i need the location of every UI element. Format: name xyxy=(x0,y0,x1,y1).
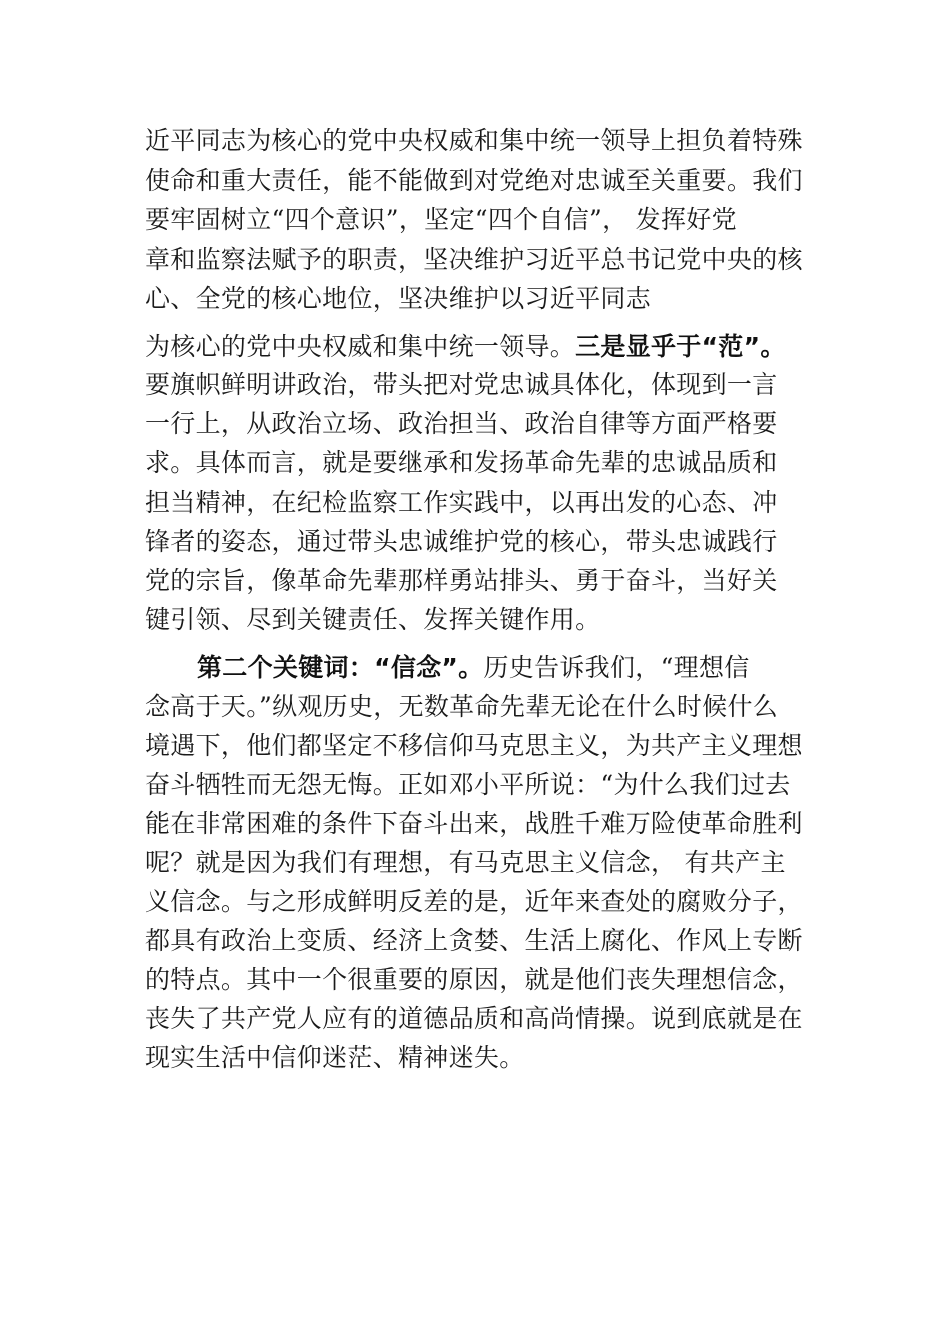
text-line: 锋者的姿态，通过带头忠诚维护党的核心，带头忠诚践行 xyxy=(145,527,778,556)
text-line: 义信念。与之形成鲜明反差的是，近年来查处的腐败分子， xyxy=(145,887,803,916)
inline-heading: 三是显乎于“范”。 xyxy=(575,332,786,361)
text-line: 奋斗牺牲而无怨无悔。正如邓小平所说：“为什么我们过去 xyxy=(145,770,791,799)
text-line: 心、全党的核心地位，坚决维护以习近平同志 xyxy=(145,284,652,313)
text-line-with-heading xyxy=(145,329,786,365)
text-line: 呢？就是因为我们有理想，有马克思主义信念， 有共产主 xyxy=(145,848,786,877)
text-line: 章和监察法赋予的职责，坚决维护习近平总书记党中央的核 xyxy=(145,245,803,274)
text-line: 键引领、尽到关键责任、发挥关键作用。 xyxy=(145,605,601,634)
text-segment: 历史告诉我们，“理想信 xyxy=(483,653,750,682)
text-line: 念高于天。”纵观历史，无数革命先辈无论在什么时候什么 xyxy=(145,692,779,721)
text-line: 能在非常困难的条件下奋斗出来，战胜千难万险使革命胜利 xyxy=(145,809,803,838)
text-line: 担当精神，在纪检监察工作实践中，以再出发的心态、冲 xyxy=(145,488,778,517)
text-line: 境遇下，他们都坚定不移信仰马克思主义，为共产主义理想 xyxy=(145,731,803,760)
text-line: 现实生活中信仰迷茫、精神迷失。 xyxy=(145,1043,525,1072)
text-line: 要旗帜鲜明讲政治，带头把对党忠诚具体化，体现到一言 xyxy=(145,370,778,399)
text-line: 近平同志为核心的党中央权威和集中统一领导上担负着特殊 xyxy=(145,126,803,155)
text-line: 要牢固树立“四个意识”，坚定“四个自信”， 发挥好党 xyxy=(145,205,737,234)
paragraph-first-line xyxy=(197,650,750,686)
section-heading: 第二个关键词：“信念”。 xyxy=(197,653,484,682)
text-line: 都具有政治上变质、经济上贪婪、生活上腐化、作风上专断 xyxy=(145,926,803,955)
text-line: 一行上，从政治立场、政治担当、政治自律等方面严格要 xyxy=(145,409,778,438)
text-line: 党的宗旨，像革命先辈那样勇站排头、勇于奋斗，当好关 xyxy=(145,566,778,595)
text-line: 的特点。其中一个很重要的原因，就是他们丧失理想信念， xyxy=(145,965,803,994)
text-line: 丧失了共产党人应有的道德品质和高尚情操。说到底就是在 xyxy=(145,1004,803,1033)
text-line: 使命和重大责任，能不能做到对党绝对忠诚至关重要。我们 xyxy=(145,166,803,195)
text-line: 求。具体而言，就是要继承和发扬革命先辈的忠诚品质和 xyxy=(145,448,778,477)
text-segment: 为核心的党中央权威和集中统一领导。 xyxy=(145,332,576,361)
